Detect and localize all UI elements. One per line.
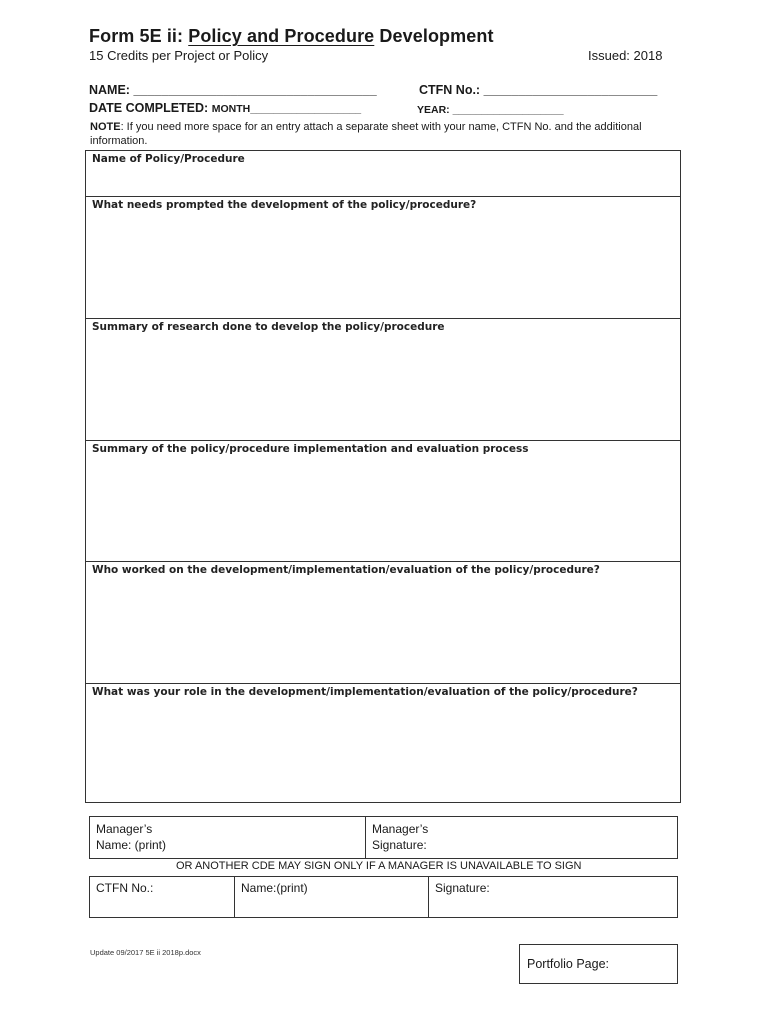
page-title <box>89 26 494 47</box>
date-completed-label <box>89 101 361 115</box>
section-label: Summary of research done to develop the policy/procedure <box>92 321 445 333</box>
title-suffix: Development <box>379 26 494 46</box>
section-needs[interactable] <box>86 196 680 318</box>
section-your-role[interactable] <box>86 683 680 803</box>
section-label: Summary of the policy/procedure implementation and evaluation process <box>92 443 529 455</box>
manager-signature-cell[interactable] <box>372 821 428 853</box>
manager-name-line1: Manager’s <box>96 822 153 836</box>
manager-sig-line2: Signature: <box>372 838 427 852</box>
cde-ctfn-cell[interactable]: CTFN No.: <box>96 881 154 895</box>
manager-name-cell[interactable] <box>96 821 166 853</box>
note-paragraph <box>90 120 685 148</box>
year-field[interactable] <box>417 102 564 116</box>
footer-update-note: Update 09/2017 5E ii 2018p.docx <box>90 948 201 957</box>
section-policy-name[interactable] <box>86 151 680 196</box>
year-field-text[interactable]: YEAR: ___________________ <box>417 104 564 116</box>
portfolio-page-box[interactable] <box>519 944 678 984</box>
cde-name-cell[interactable]: Name:(print) <box>241 881 308 895</box>
section-label: Name of Policy/Procedure <box>92 153 245 165</box>
table-divider <box>428 877 429 917</box>
cde-signature-cell[interactable]: Signature: <box>435 881 490 895</box>
table-divider <box>234 877 235 917</box>
table-divider <box>365 817 366 858</box>
sections-box <box>85 150 681 803</box>
section-label: What was your role in the development/implementation/evaluation of the policy/procedure? <box>92 686 638 698</box>
ctfn-field[interactable]: CTFN No.: _________________________ <box>419 83 658 97</box>
manager-sig-line1: Manager’s <box>372 822 429 836</box>
name-field[interactable]: NAME: ___________________________________ <box>89 83 377 97</box>
title-underlined: Policy and Procedure <box>188 26 375 46</box>
month-field[interactable]: MONTH___________________ <box>211 103 362 115</box>
cde-signature-table <box>89 876 678 918</box>
manager-signature-table <box>89 816 678 859</box>
credits-subtitle: 15 Credits per Project or Policy <box>89 48 269 63</box>
date-completed-text: DATE COMPLETED: <box>89 101 209 115</box>
manager-name-line2: Name: (print) <box>96 838 167 852</box>
alternate-signer-note: OR ANOTHER CDE MAY SIGN ONLY IF A MANAGER IS UNAVAILABLE TO SIGN <box>176 860 582 872</box>
title-prefix: Form 5E ii: <box>89 26 184 46</box>
section-research[interactable] <box>86 318 680 440</box>
note-label: NOTE <box>90 121 121 133</box>
issued-date: Issued: 2018 <box>588 48 663 63</box>
portfolio-page-label: Portfolio Page: <box>527 957 609 971</box>
section-label: What needs prompted the development of the policy/procedure? <box>92 199 477 211</box>
section-implementation[interactable] <box>86 440 680 561</box>
section-label: Who worked on the development/implementation/evaluation of the policy/procedure? <box>92 564 600 576</box>
section-who-worked[interactable] <box>86 561 680 683</box>
note-text: : If you need more space for an entry attach a separate sheet with your name, CTFN No. and the additional information. <box>90 121 642 147</box>
